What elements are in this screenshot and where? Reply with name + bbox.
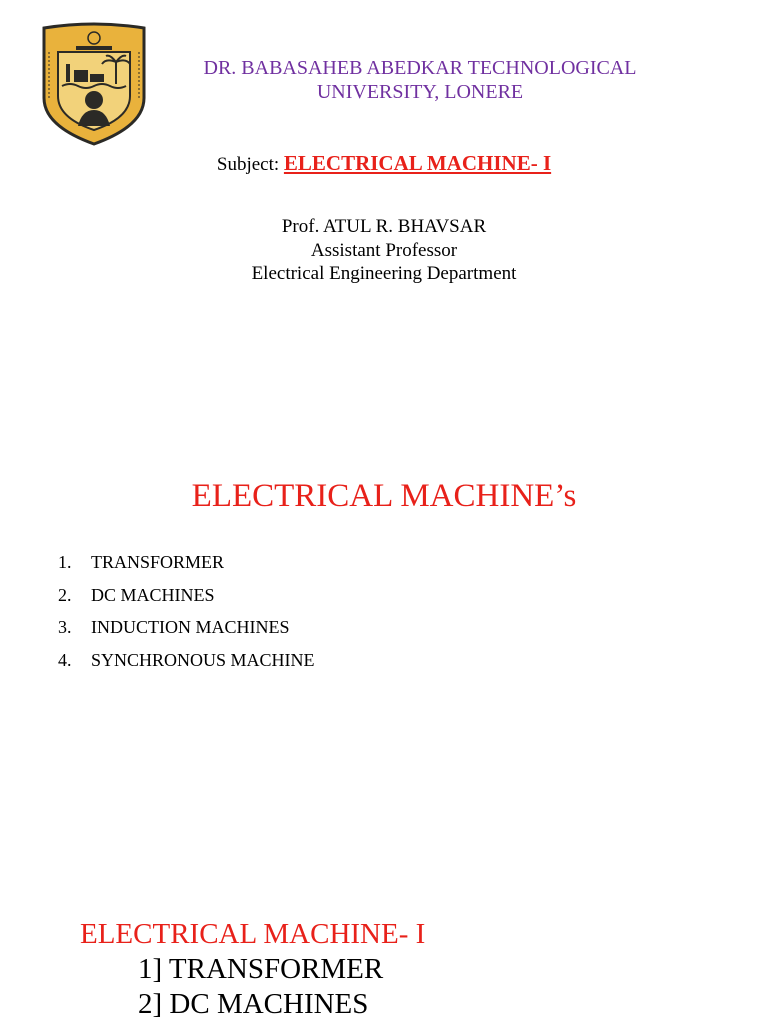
list-item-label: TRANSFORMER — [91, 552, 225, 572]
machine-list — [58, 549, 315, 679]
professor-title: Assistant Professor — [310, 239, 458, 261]
list-item-label: DC MACHINES — [91, 584, 215, 605]
bottom-section-title: ELECTRICAL MACHINE- I — [80, 918, 426, 950]
list-item — [58, 647, 315, 680]
list-item-label: INDUCTION MACHINES — [91, 617, 290, 637]
professor-name: Prof. ATUL R. BHAVSAR — [281, 216, 487, 237]
university-name — [150, 56, 690, 104]
list-item-number: 3. — [58, 617, 72, 637]
list-item-label: SYNCHRONOUS MACHINE — [91, 649, 315, 670]
university-name-line2: UNIVERSITY, LONERE — [316, 81, 524, 103]
list-item — [58, 549, 315, 582]
university-name-line1: DR. BABASAHEB ABEDKAR TECHNOLOGICAL — [203, 57, 637, 79]
list-item-number: 2. — [58, 584, 72, 605]
list-item — [58, 582, 315, 615]
bottom-list-item: 1] TRANSFORMER — [138, 953, 384, 985]
list-item — [58, 614, 315, 647]
university-crest-icon — [36, 22, 152, 146]
subject-line — [0, 150, 768, 178]
subject-label: Subject: — [216, 154, 280, 175]
section-title: ELECTRICAL MACHINE’s — [191, 478, 577, 514]
bottom-list-item: 2] DC MACHINES — [138, 988, 369, 1020]
professor-department: Electrical Engineering Department — [251, 263, 517, 284]
list-item-number: 1. — [58, 552, 72, 572]
subject-value: ELECTRICAL MACHINE- I — [283, 151, 552, 175]
list-item-number: 4. — [58, 649, 72, 670]
professor-info — [0, 215, 768, 286]
